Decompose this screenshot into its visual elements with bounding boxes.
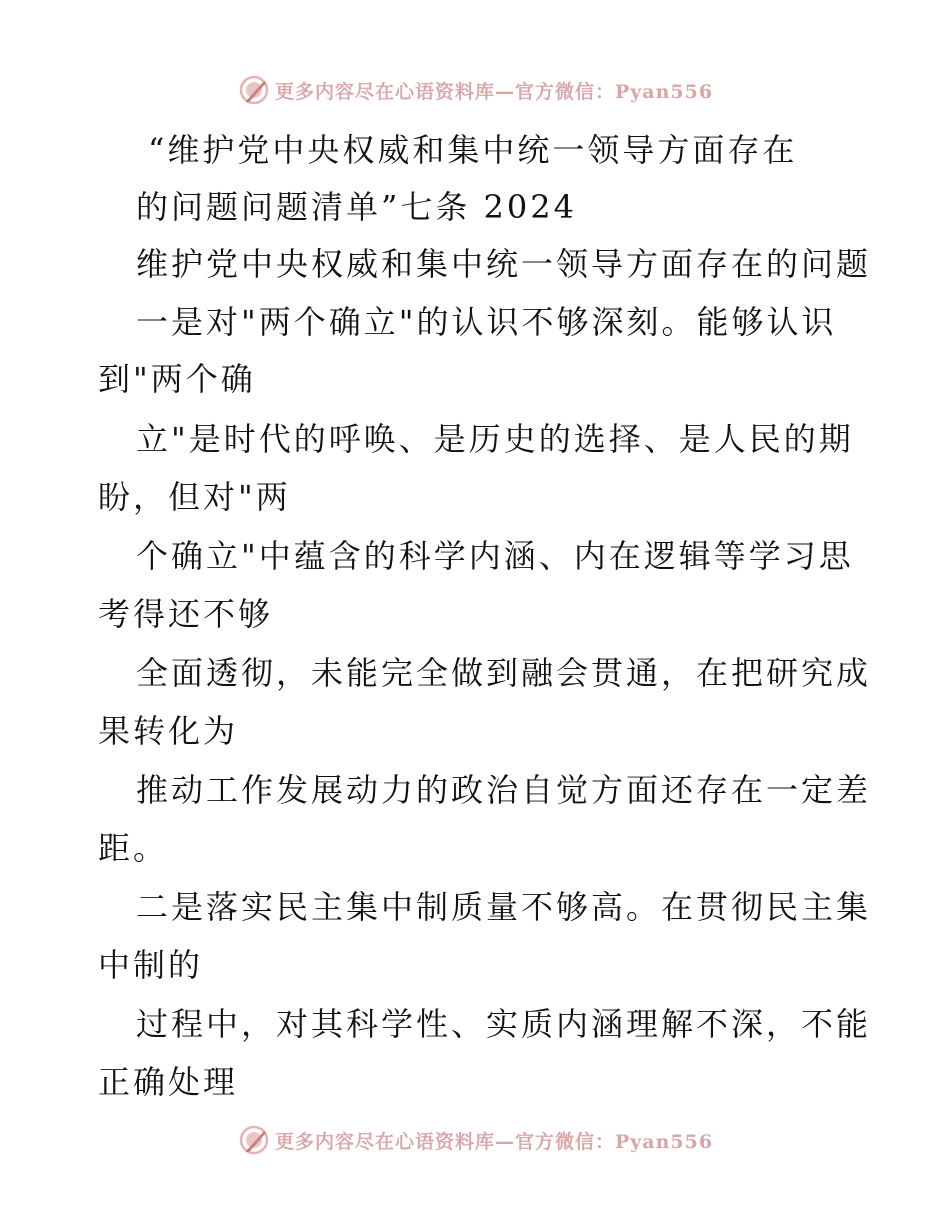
watermark-banner-bottom <box>0 1120 950 1160</box>
paragraph-line: 中制的 <box>98 946 204 984</box>
paragraph-line: 正确处理 <box>98 1063 239 1101</box>
pen-logo-icon <box>237 73 271 107</box>
paragraph-line: 考得还不够 <box>98 595 274 633</box>
pen-logo-icon <box>237 1123 271 1157</box>
paragraph-line: 盼，但对"两 <box>98 478 291 516</box>
paragraph-line: 个确立"中蕴含的科学内涵、内在逻辑等学习思 <box>136 537 854 575</box>
document-title-line-2: 的问题问题清单”七条 2024 <box>136 188 577 226</box>
document-title-line-1: “维护党中央权威和集中统一领导方面存在 <box>148 131 798 169</box>
watermark-banner-top <box>0 70 950 110</box>
paragraph-line: 过程中，对其科学性、实质内涵理解不深，不能 <box>136 1005 872 1043</box>
watermark-text: 更多内容尽在心语资料库—官方微信：Pyan556 <box>274 80 714 103</box>
section-heading: 维护党中央权威和集中统一领导方面存在的问题 <box>136 245 872 283</box>
paragraph-line: 二是落实民主集中制质量不够高。在贯彻民主集 <box>136 888 872 926</box>
paragraph-line: 到"两个确 <box>98 360 256 398</box>
paragraph-line: 全面透彻，未能完全做到融会贯通，在把研究成 <box>136 654 872 692</box>
watermark-text: 更多内容尽在心语资料库—官方微信：Pyan556 <box>274 1130 714 1153</box>
paragraph-line: 立"是时代的呼唤、是历史的选择、是人民的期 <box>136 420 854 458</box>
paragraph-line: 推动工作发展动力的政治自觉方面还存在一定差 <box>136 771 872 809</box>
paragraph-line: 果转化为 <box>98 712 239 750</box>
paragraph-line: 距。 <box>98 829 169 867</box>
paragraph-line: 一是对"两个确立"的认识不够深刻。能够认识 <box>136 303 837 341</box>
